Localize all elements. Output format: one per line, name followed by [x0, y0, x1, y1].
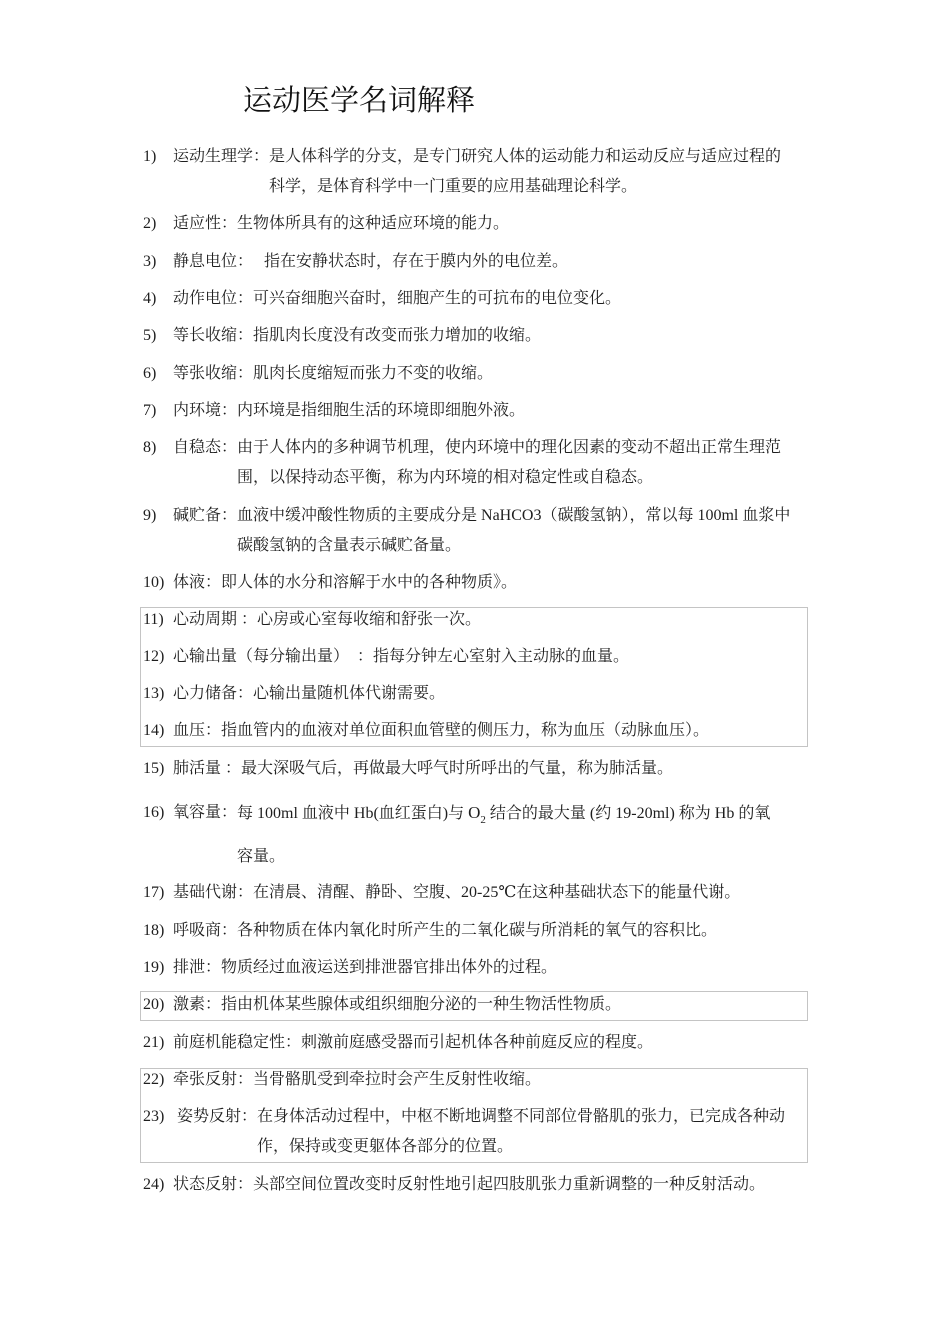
entry-15 — [143, 754, 673, 784]
entry-21 — [143, 1028, 653, 1058]
entry-9 — [143, 501, 790, 561]
entry-13 — [143, 679, 445, 709]
entry-definition — [253, 878, 740, 908]
entry-24 — [143, 1170, 765, 1200]
entry-number: 7) — [143, 402, 157, 419]
definition-line: 指由机体某些腺体或组织细胞分泌的一种生物活性物质。 — [221, 996, 622, 1013]
entry-number: 19) — [143, 959, 165, 976]
entry-term: 氧容量： — [173, 804, 238, 821]
definition-line: 指血管内的血液对单位面积血管壁的侧压力，称为血压（动脉血压）。 — [221, 722, 710, 739]
definition-line: 指每分钟左心室射入主动脉的血量。 — [373, 648, 630, 665]
entry-term: 基础代谢： — [173, 884, 254, 901]
definition-line: 头部空间位置改变时反射性地引起四肢肌张力重新调整的一种反射活动。 — [253, 1176, 766, 1193]
entry-number: 5) — [143, 327, 157, 344]
entry-number: 8) — [143, 439, 157, 456]
entry-definition — [253, 679, 445, 709]
entry-term: 适应性： — [173, 215, 238, 232]
entry-term: 等张收缩： — [173, 365, 254, 382]
page-title: 运动医学名词解释 — [243, 83, 476, 117]
entry-definition — [253, 321, 541, 351]
entry-definition — [253, 359, 493, 389]
entry-definition — [241, 754, 673, 784]
definition-line: 碳酸氢钠的含量表示碱贮备量。 — [237, 537, 462, 554]
entry-term: 心动周期 ： — [173, 611, 258, 628]
entry-term: 体液： — [173, 574, 222, 591]
entry-term: 自稳态： — [173, 439, 238, 456]
definition-line: 刺激前庭感受器而引起机体各种前庭反应的程度。 — [301, 1034, 654, 1051]
entry-definition — [237, 209, 509, 239]
entry-definition — [237, 916, 717, 946]
entry-number: 10) — [143, 574, 165, 591]
definition-line: 即人体的水分和溶解于水中的各种物质》。 — [221, 574, 518, 591]
entry-term: 排泄： — [173, 959, 222, 976]
entry-number: 24) — [143, 1176, 165, 1193]
entry-term: 前庭机能稳定性： — [173, 1034, 302, 1051]
entry-definition — [253, 1065, 541, 1095]
entry-number: 17) — [143, 884, 165, 901]
entry-10 — [143, 568, 517, 598]
entry-6 — [143, 359, 493, 389]
entry-definition — [237, 433, 781, 493]
entry-definition — [253, 284, 621, 314]
entry-23 — [143, 1102, 785, 1162]
definition-line: 由于人体内的多种调节机理，使内环境中的理化因素的变动不超出正常生理范 — [237, 439, 782, 456]
entry-8 — [143, 433, 781, 493]
entry-number: 18) — [143, 922, 165, 939]
entry-term: 等长收缩： — [173, 327, 254, 344]
entry-number: 2) — [143, 215, 157, 232]
entry-definition — [221, 953, 557, 983]
entry-number: 21) — [143, 1034, 165, 1051]
definition-line: 心输出量随机体代谢需要。 — [253, 685, 446, 702]
definition-line — [237, 798, 770, 829]
entry-number: 13) — [143, 685, 165, 702]
definition-line: 当骨骼肌受到牵拉时会产生反射性收缩。 — [253, 1071, 542, 1088]
definition-line: 内环境是指细胞生活的环境即细胞外液。 — [237, 402, 526, 419]
entry-definition — [253, 1170, 765, 1200]
entry-18 — [143, 916, 717, 946]
entry-5 — [143, 321, 541, 351]
entry-number: 16) — [143, 804, 165, 821]
entry-number: 22) — [143, 1071, 165, 1088]
entry-definition — [257, 1102, 785, 1162]
definition-text: 每 100ml 血液中 Hb(血红蛋白)与 — [237, 805, 469, 822]
entry-12 — [143, 642, 629, 672]
entry-definition — [269, 142, 781, 202]
entry-term: 牵张反射： — [173, 1071, 254, 1088]
entry-number: 20) — [143, 996, 165, 1013]
entry-term: 内环境： — [173, 402, 238, 419]
chemical-formula: O — [468, 803, 481, 822]
definition-line: 在清晨、清醒、静卧、空腹、20-25℃在这种基础状态下的能量代谢。 — [253, 884, 741, 901]
formula-subscript: 2 — [480, 814, 486, 826]
definition-line: 物质经过血液运送到排泄器官排出体外的过程。 — [221, 959, 558, 976]
entry-definition — [221, 716, 709, 746]
entry-22 — [143, 1065, 541, 1095]
entry-definition — [237, 501, 790, 561]
entry-definition — [253, 247, 568, 277]
definition-line: 在身体活动过程中，中枢不断地调整不同部位骨骼肌的张力，已完成各种动 — [257, 1108, 786, 1125]
definition-line: 生物体所具有的这种适应环境的能力。 — [237, 215, 510, 232]
entry-definition — [373, 642, 629, 672]
entry-11 — [143, 605, 481, 635]
entry-term: 心输出量（每分输出量） ： — [173, 648, 374, 665]
definition-line: 围，以保持动态平衡，称为内环境的相对稳定性或自稳态。 — [237, 469, 654, 486]
definition-line: 肌肉长度缩短而张力不变的收缩。 — [253, 365, 494, 382]
definition-line: 指在安静状态时，存在于膜内外的电位差。 — [264, 253, 569, 270]
entry-1 — [143, 142, 781, 202]
entry-number: 23) — [143, 1108, 165, 1125]
entry-term: 呼吸商： — [173, 922, 238, 939]
entry-term: 血压： — [173, 722, 222, 739]
entry-7 — [143, 396, 525, 426]
entry-term: 碱贮备： — [173, 507, 238, 524]
entry-number: 11) — [143, 611, 164, 628]
entry-19 — [143, 953, 557, 983]
entry-term: 动作电位： — [173, 290, 254, 307]
entry-number: 6) — [143, 365, 157, 382]
definition-line: 容量。 — [237, 848, 286, 865]
entry-term: 状态反射： — [173, 1176, 254, 1193]
entry-definition — [221, 568, 517, 598]
definition-line: 作，保持或变更躯体各部分的位置。 — [257, 1138, 514, 1155]
entry-number: 1) — [143, 148, 157, 165]
entry-4 — [143, 284, 621, 314]
entry-20 — [143, 990, 621, 1020]
definition-line: 科学，是体育科学中一门重要的应用基础理论科学。 — [269, 178, 638, 195]
entry-definition — [221, 990, 621, 1020]
entry-term: 姿势反射： — [177, 1108, 258, 1125]
entry-number: 14) — [143, 722, 165, 739]
definition-line: 心房或心室每收缩和舒张一次。 — [257, 611, 482, 628]
definition-line: 可兴奋细胞兴奋时，细胞产生的可抗布的电位变化。 — [253, 290, 622, 307]
entry-definition — [237, 396, 525, 426]
entry-number: 4) — [143, 290, 157, 307]
definition-line: 各种物质在体内氧化时所产生的二氧化碳与所消耗的氧气的容积比。 — [237, 922, 718, 939]
definition-line: 是人体科学的分支，是专门研究人体的运动能力和运动反应与适应过程的 — [269, 148, 782, 165]
entry-number: 12) — [143, 648, 165, 665]
entry-number: 3) — [143, 253, 157, 270]
entry-number: 15) — [143, 760, 165, 777]
entry-term: 激素： — [173, 996, 222, 1013]
entry-2 — [143, 209, 509, 239]
definition-line: 指肌肉长度没有改变而张力增加的收缩。 — [253, 327, 542, 344]
entry-term: 肺活量 ： — [173, 760, 242, 777]
entry-definition — [237, 798, 770, 872]
entry-term: 心力储备： — [173, 685, 254, 702]
entry-17 — [143, 878, 740, 908]
entry-14 — [143, 716, 709, 746]
entry-3 — [143, 247, 568, 277]
entry-definition — [257, 605, 481, 635]
definition-line: 最大深吸气后，再做最大呼气时所呼出的气量，称为肺活量。 — [241, 760, 674, 777]
definition-text: 结合的最大量 (约 19-20ml) 称为 Hb 的氧 — [485, 805, 771, 822]
entry-16 — [143, 798, 770, 872]
definition-line: 血液中缓冲酸性物质的主要成分是 NaHCO3（碳酸氢钠），常以每 100ml 血浆中 — [237, 507, 791, 524]
entry-term: 运动生理学： — [173, 148, 270, 165]
entry-term: 静息电位： — [173, 253, 254, 270]
entry-definition — [301, 1028, 653, 1058]
entry-number: 9) — [143, 507, 157, 524]
